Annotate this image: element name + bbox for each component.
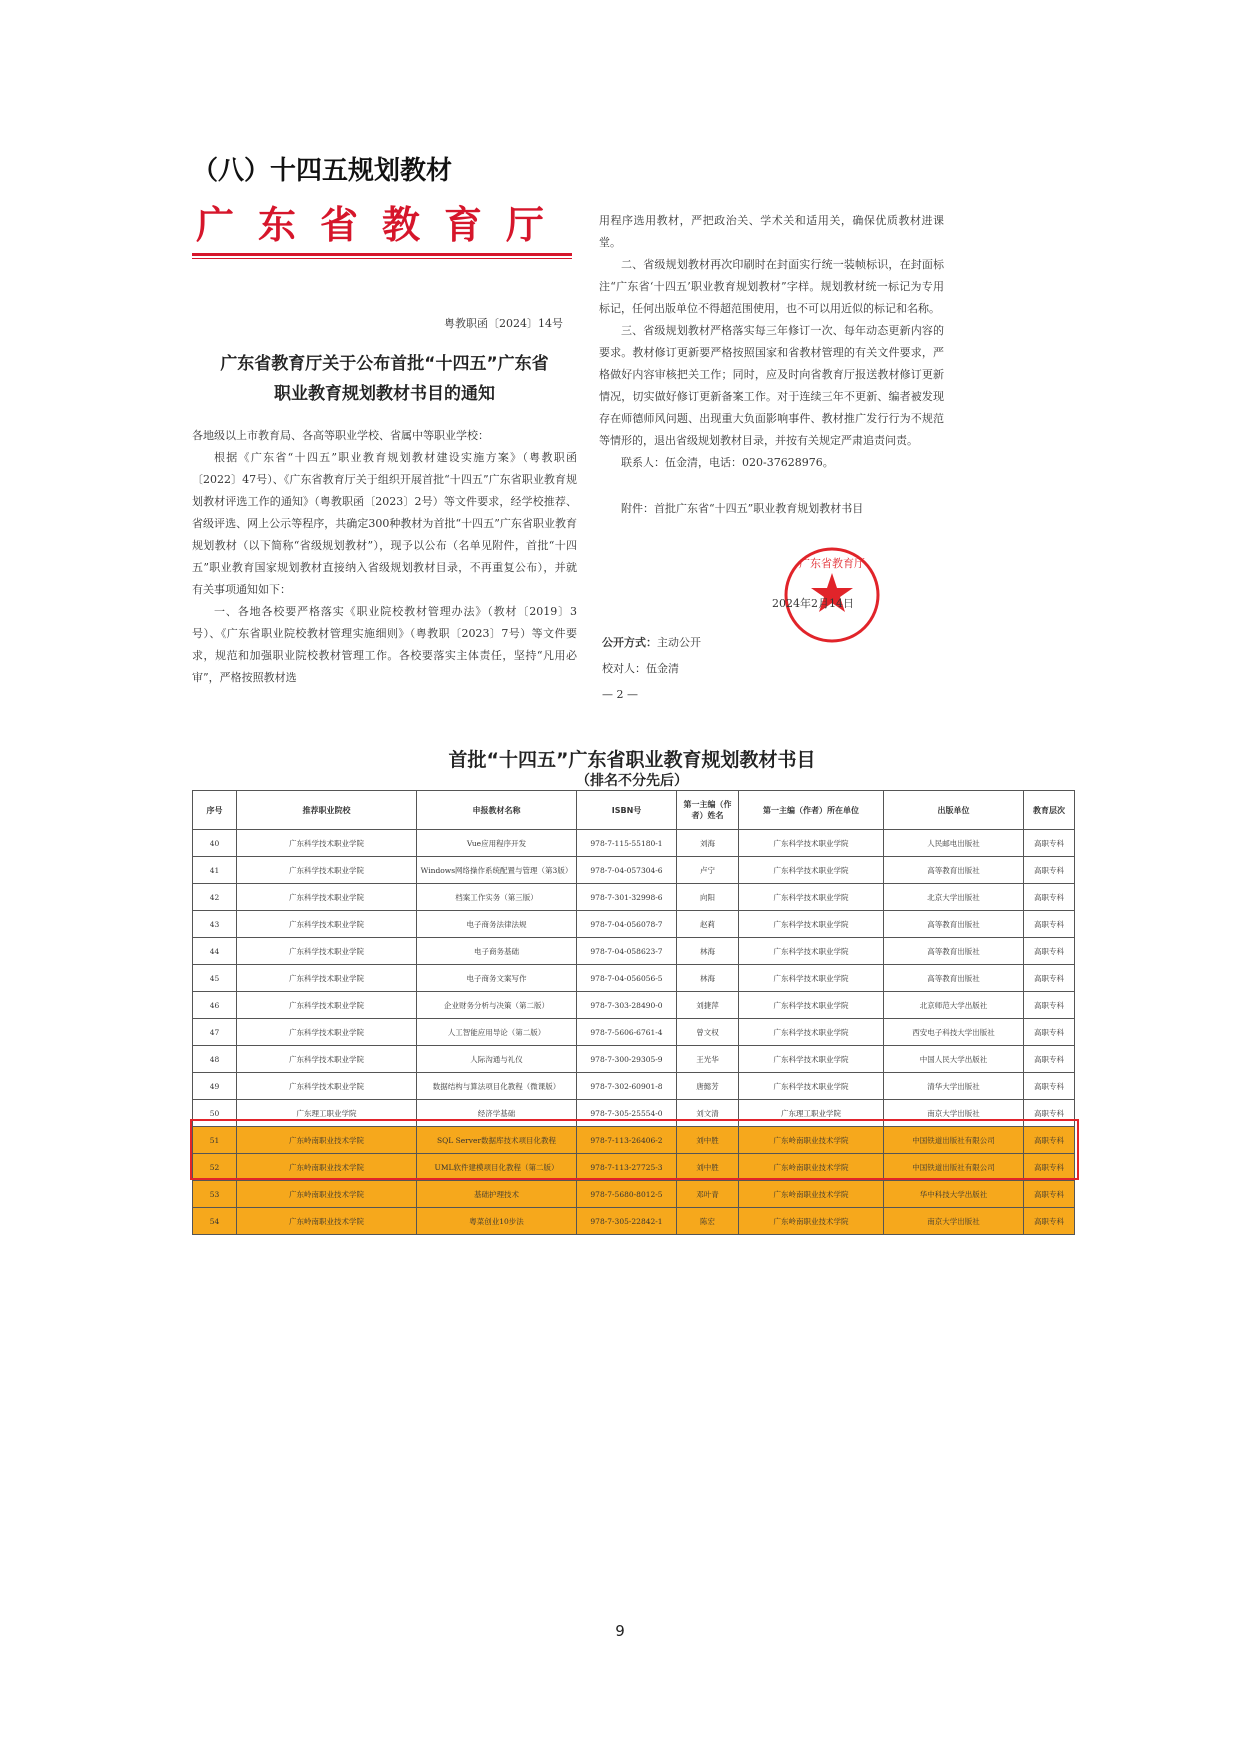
table-cell: 广东科学技术职业学院 (739, 911, 884, 938)
header-cell: 第一主编（作者）姓名 (677, 791, 739, 830)
table-row (193, 884, 1075, 911)
table-cell: 北京大学出版社 (884, 884, 1024, 911)
table-cell: 林海 (677, 938, 739, 965)
seal-date: 2024年2月14日 (772, 597, 854, 610)
table-cell: 数据结构与算法项目化教程（微课版） (417, 1073, 577, 1100)
table-cell: 高职专科 (1024, 857, 1075, 884)
proofreader: 校对人：伍金清 (602, 662, 679, 675)
table-cell: 高职专科 (1024, 1073, 1075, 1100)
table-cell: 广东科学技术职业学院 (237, 830, 417, 857)
notice-title-line-2: 职业教育规划教材书目的通知 (274, 384, 495, 404)
document-number: 粤教职函〔2024〕14号 (444, 317, 563, 330)
table-cell: 林海 (677, 965, 739, 992)
table-cell: 50 (193, 1100, 237, 1127)
table-cell: 52 (193, 1154, 237, 1181)
section-heading: （八）十四五规划教材 (192, 156, 453, 186)
table-row (193, 911, 1075, 938)
table-cell: 广东科学技术职业学院 (237, 1046, 417, 1073)
table-cell: 人工智能应用导论（第二版） (417, 1019, 577, 1046)
table-cell: 向阳 (677, 884, 739, 911)
table-cell: 广东科学技术职业学院 (739, 1046, 884, 1073)
notice-document (192, 200, 1067, 740)
notice-body-right (599, 210, 944, 474)
table-cell: 广东岭南职业技术学院 (237, 1127, 417, 1154)
publish-label: 公开方式： (602, 636, 657, 649)
table-cell: 广东科学技术职业学院 (739, 938, 884, 965)
table-cell: 电子商务基础 (417, 938, 577, 965)
table-row (193, 938, 1075, 965)
table-cell: 高等教育出版社 (884, 911, 1024, 938)
notice-title (192, 349, 577, 409)
table-cell: 广东岭南职业技术学院 (739, 1181, 884, 1208)
table-cell: 赵莉 (677, 911, 739, 938)
header-cell: 推荐职业院校 (237, 791, 417, 830)
table-cell: SQL Server数据库技术项目化教程 (417, 1127, 577, 1154)
table-cell: 40 (193, 830, 237, 857)
table-cell: 47 (193, 1019, 237, 1046)
table-cell: 王光华 (677, 1046, 739, 1073)
table-cell: 北京师范大学出版社 (884, 992, 1024, 1019)
table-cell: 广东科学技术职业学院 (237, 938, 417, 965)
table-cell: 978-7-305-25554-0 (577, 1100, 677, 1127)
letterhead-rule (192, 253, 572, 256)
publish-value: 主动公开 (657, 636, 701, 649)
table-cell: 高等教育出版社 (884, 938, 1024, 965)
table-cell: 广东科学技术职业学院 (739, 1019, 884, 1046)
table-cell: 978-7-04-056056-5 (577, 965, 677, 992)
table-cell: 邓叶青 (677, 1181, 739, 1208)
table-cell: 高职专科 (1024, 884, 1075, 911)
table-cell: 卢宁 (677, 857, 739, 884)
table-cell: 高职专科 (1024, 992, 1075, 1019)
table-cell: 广东科学技术职业学院 (237, 992, 417, 1019)
table-cell: 中国铁道出版社有限公司 (884, 1154, 1024, 1181)
table-cell: 高职专科 (1024, 1019, 1075, 1046)
notice-right-column (599, 210, 944, 516)
table-cell: 高职专科 (1024, 1181, 1075, 1208)
table-cell: 49 (193, 1073, 237, 1100)
table-cell: 广东科学技术职业学院 (237, 965, 417, 992)
table-row (193, 1019, 1075, 1046)
table-row (193, 992, 1075, 1019)
table-cell: 中国铁道出版社有限公司 (884, 1127, 1024, 1154)
header-cell: 序号 (193, 791, 237, 830)
table-cell: 高职专科 (1024, 911, 1075, 938)
table-cell: 广东岭南职业技术学院 (237, 1181, 417, 1208)
table-row (193, 830, 1075, 857)
table-cell: 广东科学技术职业学院 (739, 965, 884, 992)
seal-text: 广东省教育厅 (799, 557, 865, 570)
table-cell: Vue应用程序开发 (417, 830, 577, 857)
table-cell: 曾文权 (677, 1019, 739, 1046)
table-cell: 人民邮电出版社 (884, 830, 1024, 857)
table-cell: 高职专科 (1024, 1208, 1075, 1235)
table-cell: 基础护理技术 (417, 1181, 577, 1208)
header-cell: 出版单位 (884, 791, 1024, 830)
table-cell: 高职专科 (1024, 965, 1075, 992)
attachment-line: 附件：首批广东省“十四五”职业教育规划教材书目 (621, 502, 864, 515)
paragraph: 用程序选用教材，严把政治关、学术关和适用关，确保优质教材进课堂。 (599, 214, 944, 249)
table-cell: 刘文清 (677, 1100, 739, 1127)
header-cell: 第一主编（作者）所在单位 (739, 791, 884, 830)
table-cell: 西安电子科技大学出版社 (884, 1019, 1024, 1046)
table-cell: 高等教育出版社 (884, 857, 1024, 884)
table-cell: 刘海 (677, 830, 739, 857)
page-number: 9 (615, 1622, 625, 1640)
contact-line: 联系人：伍金清，电话：020-37628976。 (621, 456, 834, 469)
table-cell: 978-7-301-32998-6 (577, 884, 677, 911)
table-cell: 高职专科 (1024, 1127, 1075, 1154)
table-cell: 经济学基础 (417, 1100, 577, 1127)
table-cell: 广东理工职业学院 (237, 1100, 417, 1127)
table-row (193, 965, 1075, 992)
table-cell: 978-7-04-056078-7 (577, 911, 677, 938)
table-cell: 电子商务法律法规 (417, 911, 577, 938)
table-cell: UML软件建模项目化教程（第二版） (417, 1154, 577, 1181)
table-cell: 人际沟通与礼仪 (417, 1046, 577, 1073)
table-cell: 978-7-305-22842-1 (577, 1208, 677, 1235)
table-header-row (193, 791, 1075, 830)
table-cell: 45 (193, 965, 237, 992)
notice-left-column (192, 200, 577, 689)
table-row (193, 1046, 1075, 1073)
table-cell: 广东科学技术职业学院 (739, 884, 884, 911)
table-cell: 广东科学技术职业学院 (739, 992, 884, 1019)
table-cell: 南京大学出版社 (884, 1208, 1024, 1235)
table-cell: 978-7-04-058623-7 (577, 938, 677, 965)
table-cell: 高职专科 (1024, 1046, 1075, 1073)
table-cell: 广东科学技术职业学院 (237, 911, 417, 938)
table-cell: 978-7-303-28490-0 (577, 992, 677, 1019)
table-cell: 陈宏 (677, 1208, 739, 1235)
doc-page-mark: — 2 — (602, 688, 638, 701)
table-cell: 广东科学技术职业学院 (739, 830, 884, 857)
table-row (193, 1181, 1075, 1208)
notice-title-line-1: 广东省教育厅关于公布首批“十四五”广东省 (220, 354, 549, 374)
table-cell: 高等教育出版社 (884, 965, 1024, 992)
table-cell: 46 (193, 992, 237, 1019)
table-cell: 档案工作实务（第三版） (417, 884, 577, 911)
table-cell: 978-7-5680-8012-5 (577, 1181, 677, 1208)
table-cell: 高职专科 (1024, 830, 1075, 857)
table-cell: 广东科学技术职业学院 (237, 857, 417, 884)
table-cell: 广东岭南职业技术学院 (739, 1154, 884, 1181)
publish-info (602, 630, 701, 682)
table-cell: 978-7-04-057304-6 (577, 857, 677, 884)
table-cell: 978-7-113-26406-2 (577, 1127, 677, 1154)
highlight-box (190, 1119, 1079, 1180)
table-cell: 44 (193, 938, 237, 965)
paragraph: 一、各地各校要严格落实《职业院校教材管理办法》（教材〔2019〕3号）、《广东省职业院校教材管理实施细则》（粤教职〔2023〕7号）等文件要求，规范和加强职业院校教材管理工作。各校要落实主体责任，坚持“凡用必审”，严格按照教材选 (192, 605, 577, 684)
table-row (193, 1208, 1075, 1235)
table-cell: 华中科技大学出版社 (884, 1181, 1024, 1208)
letterhead: 广东省教育厅 (196, 202, 569, 247)
table-cell: 42 (193, 884, 237, 911)
table-row (193, 1073, 1075, 1100)
table-cell: 978-7-115-55180-1 (577, 830, 677, 857)
table-cell: 51 (193, 1127, 237, 1154)
table-row (193, 857, 1075, 884)
header-cell: 教育层次 (1024, 791, 1075, 830)
paragraph: 根据《广东省“十四五”职业教育规划教材建设实施方案》（粤教职函〔2022〕47号）、《广东省教育厅关于组织开展首批“十四五”广东省职业教育规划教材评选工作的通知》（粤教职函〔2023〕2号）等文件要求，经学校推荐、省级评选、网上公示等程序，共确定300种教材为首批“十四五”广东省职业教育规划教材（以下简称“省级规划教材”），现予以公布（名单见附件，首批“十四五”职业教育国家规划教材直接纳入省级规划教材目录，不再重复公布），并就有关事项通知如下： (192, 451, 577, 596)
header-cell: ISBN号 (577, 791, 677, 830)
table-cell: 广东科学技术职业学院 (237, 1073, 417, 1100)
table-cell: 广东科学技术职业学院 (739, 1073, 884, 1100)
table-cell: 41 (193, 857, 237, 884)
table-cell: 53 (193, 1181, 237, 1208)
table-cell: 广东理工职业学院 (739, 1100, 884, 1127)
table-cell: 粤菜创业10步法 (417, 1208, 577, 1235)
table-cell: 广东科学技术职业学院 (739, 857, 884, 884)
paragraph: 三、省级规划教材严格落实每三年修订一次、每年动态更新内容的要求。教材修订更新要严格按照国家和省教材管理的有关文件要求，严格做好内容审核把关工作；同时，应及时向省教育厅报送教材修订更新情况，切实做好修订更新备案工作。对于连续三年不更新、编者被发现存在师德师风问题、出现重大负面影响事件、教材推广发行行为不规范等情形的，退出省级规划教材目录，并按有关规定严肃追责问责。 (599, 324, 944, 447)
table-cell: 978-7-5606-6761-4 (577, 1019, 677, 1046)
table-cell: 高职专科 (1024, 1100, 1075, 1127)
table-cell: 刘捷萍 (677, 992, 739, 1019)
addressee: 各地级以上市教育局、各高等职业学校、省属中等职业学校： (192, 429, 489, 442)
table-cell: 43 (193, 911, 237, 938)
table-cell: 广东岭南职业技术学院 (237, 1154, 417, 1181)
table-cell: 电子商务文案写作 (417, 965, 577, 992)
paragraph: 二、省级规划教材再次印刷时在封面实行统一装帧标识，在封面标注“广东省‘十四五’职业教育规划教材”字样。规划教材统一标记为专用标记，任何出版单位不得超范围使用，也不可以用近似的标记和名称。 (599, 258, 944, 315)
table-cell: 广东岭南职业技术学院 (739, 1208, 884, 1235)
table-cell: 广东科学技术职业学院 (237, 884, 417, 911)
table-subtitle: （排名不分先后） (576, 773, 688, 789)
table-cell: 978-7-300-29305-9 (577, 1046, 677, 1073)
table-cell: 54 (193, 1208, 237, 1235)
letterhead-rule-thin (192, 258, 572, 259)
notice-body-left (192, 425, 577, 689)
publish-mode (602, 630, 701, 656)
table-cell: 广东岭南职业技术学院 (739, 1127, 884, 1154)
table-cell: 企业财务分析与决策（第二版） (417, 992, 577, 1019)
table-cell: 唐懿芳 (677, 1073, 739, 1100)
table-cell: 中国人民大学出版社 (884, 1046, 1024, 1073)
table-cell: 刘中胜 (677, 1154, 739, 1181)
table-title: 首批“十四五”广东省职业教育规划教材书目 (448, 749, 816, 771)
table-cell: 高职专科 (1024, 1154, 1075, 1181)
table-cell: Windows网络操作系统配置与管理（第3版） (417, 857, 577, 884)
table-cell: 刘中胜 (677, 1127, 739, 1154)
table-cell: 48 (193, 1046, 237, 1073)
table-cell: 978-7-302-60901-8 (577, 1073, 677, 1100)
table-cell: 978-7-113-27725-3 (577, 1154, 677, 1181)
table-cell: 清华大学出版社 (884, 1073, 1024, 1100)
table-cell: 高职专科 (1024, 938, 1075, 965)
header-cell: 申报教材名称 (417, 791, 577, 830)
table-cell: 广东岭南职业技术学院 (237, 1208, 417, 1235)
table-cell: 广东科学技术职业学院 (237, 1019, 417, 1046)
table-cell: 南京大学出版社 (884, 1100, 1024, 1127)
